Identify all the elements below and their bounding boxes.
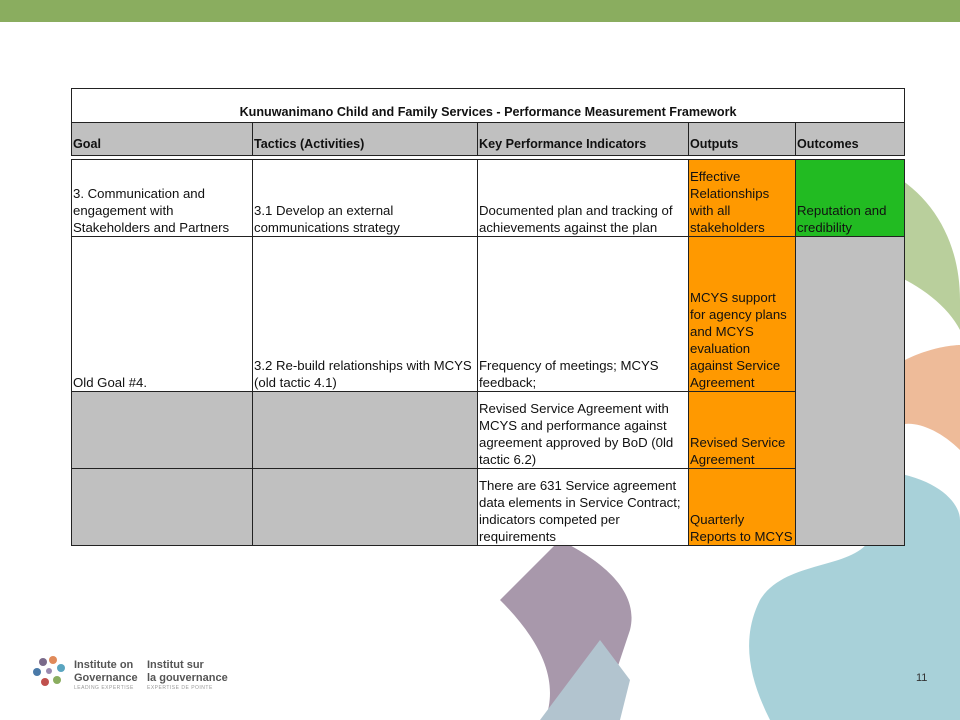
cell-goal-empty (72, 469, 253, 546)
logo-text-fr-line2: la gouvernance (147, 672, 228, 684)
header-goal: Goal (72, 123, 253, 156)
header-kpi: Key Performance Indicators (478, 123, 689, 156)
cell-tactic: 3.2 Re-build relationships with MCYS (old tactic 4.1) (253, 237, 478, 392)
table-title: Kunuwanimano Child and Family Services - Performance Measurement Framework (72, 89, 905, 123)
header-tactics: Tactics (Activities) (253, 123, 478, 156)
header-outcomes: Outcomes (796, 123, 905, 156)
logo-tagline-en: LEADING EXPERTISE (74, 685, 134, 691)
cell-tactic-empty (253, 392, 478, 469)
cell-tactic-empty (253, 469, 478, 546)
table-row (72, 469, 905, 546)
cell-kpi: Revised Service Agreement with MCYS and performance against agreement approved by BoD (0ld tactic 6.2) (478, 392, 689, 469)
cell-goal: 3. Communication and engagement with Stakeholders and Partners (72, 160, 253, 237)
cell-outcome-empty (796, 237, 905, 546)
table-row (72, 392, 905, 469)
cell-goal: Old Goal #4. (72, 237, 253, 392)
page-number: 11 (916, 672, 928, 684)
performance-framework-table (71, 88, 905, 546)
header-outputs: Outputs (689, 123, 796, 156)
cell-kpi: Documented plan and tracking of achievements against the plan (478, 160, 689, 237)
logo-text-en-line2: Governance (74, 672, 138, 684)
cell-kpi: There are 631 Service agreement data elements in Service Contract; indicators competed per requirements (478, 469, 689, 546)
logo-text-fr-line1: Institut sur (147, 659, 204, 671)
deco-salmon-arc (900, 345, 960, 450)
table-row (72, 160, 905, 237)
cell-tactic: 3.1 Develop an external communications strategy (253, 160, 478, 237)
logo-tagline-fr: EXPERTISE DE POINTE (147, 685, 213, 691)
logo-text-en-line1: Institute on (74, 659, 134, 671)
cell-output: Quarterly Reports to MCYS (689, 469, 796, 546)
cell-output: MCYS support for agency plans and MCYS evaluation against Service Agreement (689, 237, 796, 392)
cell-goal-empty (72, 392, 253, 469)
cell-output: Effective Relationships with all stakeholders (689, 160, 796, 237)
cell-output: Revised Service Agreement (689, 392, 796, 469)
logo-mark-icon (33, 656, 65, 686)
cell-outcome: Reputation and credibility (796, 160, 905, 237)
table-row (72, 237, 905, 392)
cell-kpi: Frequency of meetings; MCYS feedback; (478, 237, 689, 392)
